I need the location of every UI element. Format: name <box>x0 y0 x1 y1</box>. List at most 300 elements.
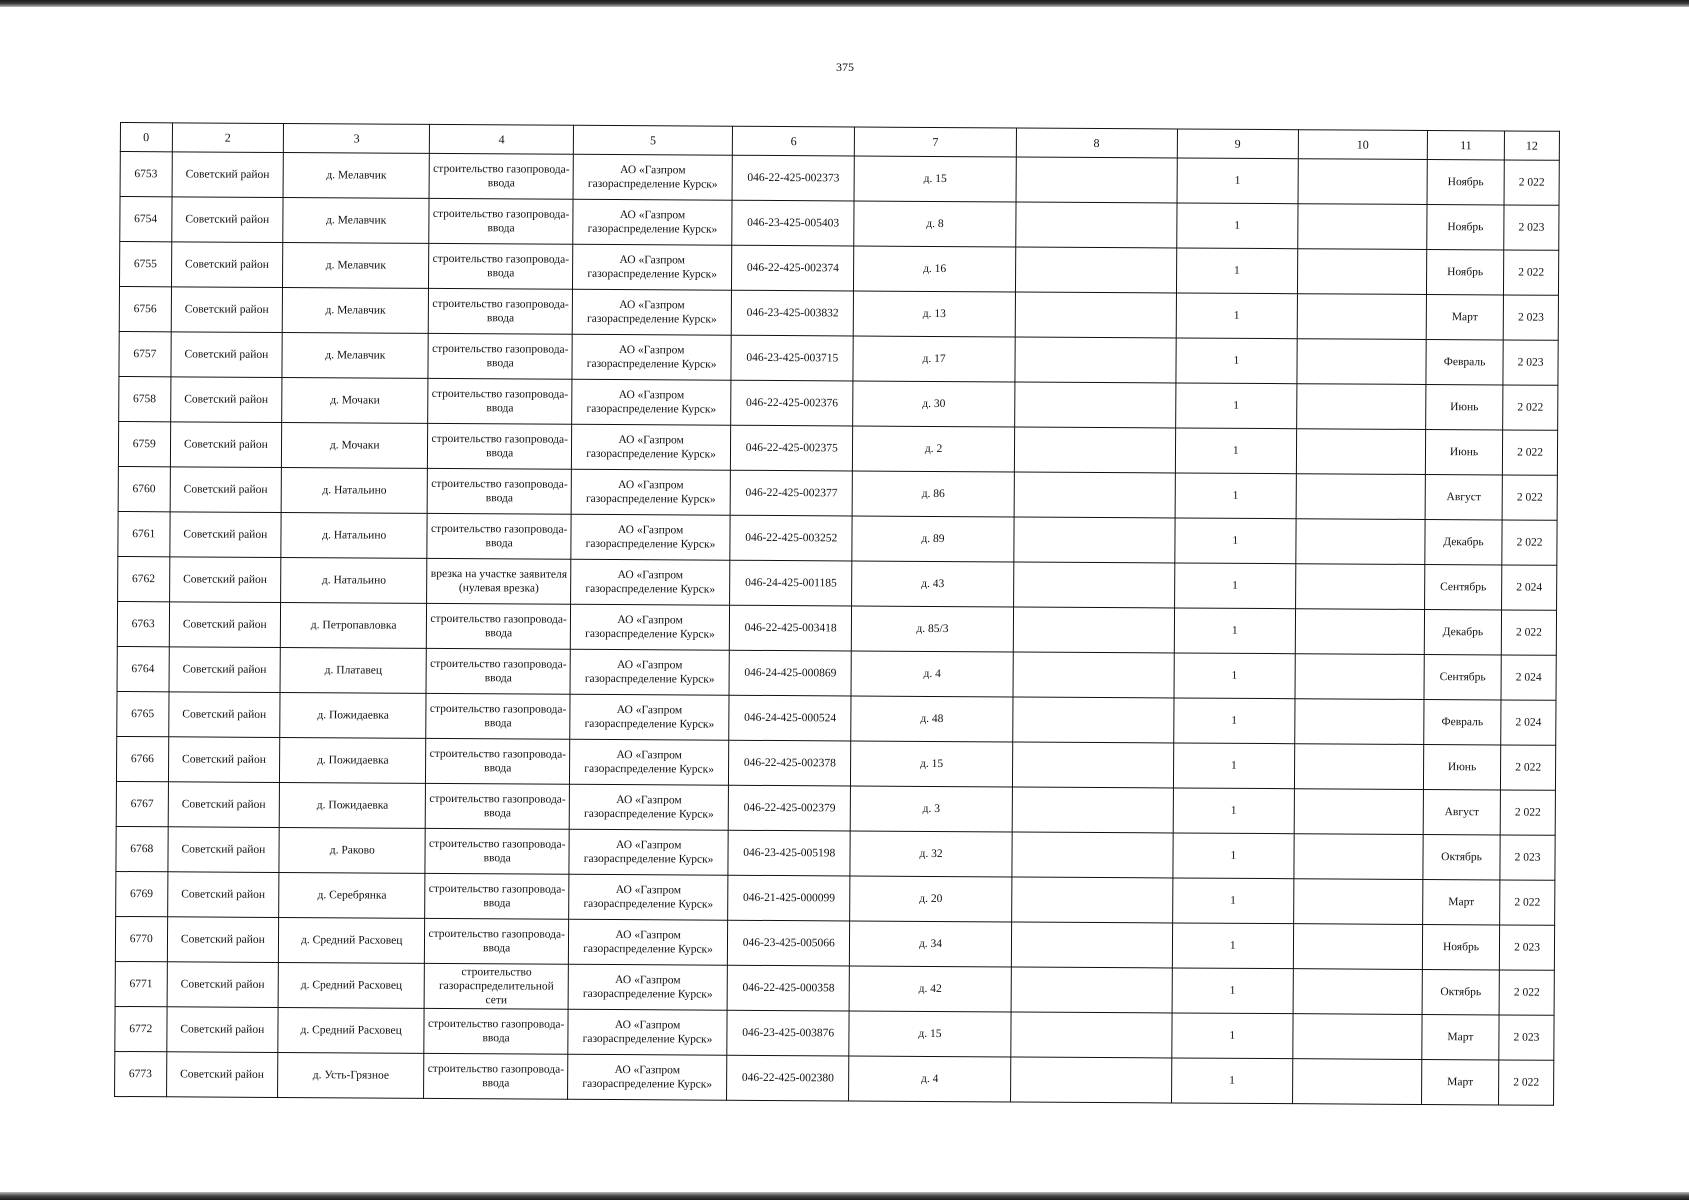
organization-line-1: АО «Газпром <box>617 524 684 537</box>
organization-line-1: АО «Газпром <box>616 749 682 762</box>
quantity-cell: 1 <box>1174 653 1296 699</box>
row-number: 6761 <box>118 511 170 556</box>
column-header: 7 <box>855 127 1016 157</box>
organization-line-1: АО «Газпром <box>619 299 685 312</box>
month-cell: Июнь <box>1425 429 1503 474</box>
quantity-cell: 1 <box>1172 968 1294 1014</box>
organization-line-2: газораспределение Курск» <box>587 267 718 281</box>
month-cell: Ноябрь <box>1422 924 1500 969</box>
quantity-cell: 1 <box>1171 1013 1293 1059</box>
year-cell: 2 023 <box>1500 925 1555 970</box>
work-type-cell: строительство газопровода-ввода <box>429 243 573 289</box>
column-header: 5 <box>573 125 732 155</box>
month-cell: Сентябрь <box>1424 564 1502 609</box>
row-number: 6765 <box>117 691 169 736</box>
column-10-cell <box>1298 159 1427 205</box>
year-cell: 2 022 <box>1503 385 1558 430</box>
address-cell: д. 4 <box>851 651 1012 697</box>
village-cell: д. Усть-Грязное <box>278 1052 424 1098</box>
year-cell: 2 024 <box>1501 655 1556 700</box>
district-cell: Советский район <box>172 152 284 198</box>
organization-line-2: газораспределение Курск» <box>585 582 716 596</box>
column-header: 4 <box>430 124 574 154</box>
address-cell: д. 8 <box>854 201 1015 247</box>
month-cell: Февраль <box>1424 699 1502 744</box>
village-cell: д. Пожидаевка <box>280 737 426 783</box>
column-10-cell <box>1297 339 1426 385</box>
organization-line-1: АО «Газпром <box>616 704 683 717</box>
application-number-cell: 046-23-425-005066 <box>727 920 850 966</box>
column-8-cell <box>1015 247 1176 293</box>
organization-cell <box>568 1009 727 1055</box>
address-cell: д. 15 <box>849 1011 1010 1057</box>
organization-line-1: АО «Газпром <box>615 929 681 942</box>
column-8-cell <box>1012 742 1173 788</box>
organization-cell <box>571 559 730 605</box>
organization-line-2: газораспределение Курск» <box>583 852 714 866</box>
work-type-cell: строительство газопровода-ввода <box>428 333 572 379</box>
column-10-cell <box>1297 384 1426 430</box>
work-type-cell: строительство газопровода-ввода <box>427 603 571 649</box>
organization-cell <box>569 874 728 920</box>
village-cell: д. Мочаки <box>282 377 428 423</box>
district-cell: Советский район <box>169 557 281 603</box>
address-cell: д. 17 <box>853 336 1014 382</box>
month-cell: Декабрь <box>1425 519 1503 564</box>
column-8-cell <box>1016 157 1177 203</box>
column-8-cell <box>1013 517 1174 563</box>
row-number: 6758 <box>119 376 171 421</box>
row-number: 6766 <box>116 736 168 781</box>
district-cell: Советский район <box>171 197 283 243</box>
organization-line-1: АО «Газпром <box>617 659 683 672</box>
column-10-cell <box>1293 969 1422 1015</box>
application-number-cell: 046-22-425-002380 <box>727 1055 850 1101</box>
column-header: 9 <box>1177 129 1299 159</box>
work-type-cell: строительство газопровода-ввода <box>427 468 571 514</box>
district-cell: Советский район <box>167 827 279 873</box>
column-header: 0 <box>120 123 172 152</box>
year-cell: 2 022 <box>1502 520 1557 565</box>
quantity-cell: 1 <box>1177 158 1299 204</box>
month-cell: Август <box>1425 474 1503 519</box>
organization-cell <box>569 784 728 830</box>
quantity-cell: 1 <box>1175 473 1297 519</box>
organization-line-2: газораспределение Курск» <box>584 762 715 776</box>
organization-line-2: газораспределение Курск» <box>585 627 715 641</box>
district-cell: Советский район <box>169 602 281 648</box>
work-type-cell: врезка на участке заявителя (нулевая врезка) <box>427 558 571 604</box>
row-number: 6772 <box>115 1006 167 1051</box>
organization-line-2: газораспределение Курск» <box>585 537 716 551</box>
address-cell: д. 86 <box>853 471 1014 517</box>
month-cell: Март <box>1426 294 1504 339</box>
row-number: 6762 <box>118 556 170 601</box>
organization-line-2: газораспределение Курск» <box>585 492 716 506</box>
organization-cell <box>570 694 729 740</box>
column-10-cell <box>1295 609 1424 655</box>
column-8-cell <box>1014 472 1175 518</box>
organization-line-2: газораспределение Курск» <box>586 357 717 371</box>
district-cell: Советский район <box>171 242 283 288</box>
organization-line-2: газораспределение Курск» <box>582 987 713 1001</box>
column-8-cell <box>1015 202 1176 248</box>
district-cell: Советский район <box>167 917 279 963</box>
work-type-cell: строительство газопровода-ввода <box>425 828 569 874</box>
column-header: 10 <box>1298 130 1427 160</box>
quantity-cell: 1 <box>1172 923 1294 969</box>
month-cell: Август <box>1423 789 1501 834</box>
application-number-cell: 046-21-425-000099 <box>728 875 851 921</box>
organization-line-1: АО «Газпром <box>614 1064 681 1077</box>
column-8-cell <box>1011 967 1172 1013</box>
district-cell: Советский район <box>171 287 283 333</box>
organization-cell <box>573 244 732 290</box>
column-8-cell <box>1014 382 1175 428</box>
row-number: 6755 <box>119 242 171 287</box>
column-header: 12 <box>1504 131 1559 160</box>
quantity-cell: 1 <box>1173 788 1295 834</box>
application-number-cell: 046-23-425-005403 <box>732 200 855 246</box>
application-number-cell: 046-23-425-005198 <box>728 830 851 876</box>
column-8-cell <box>1013 652 1174 698</box>
month-cell: Ноябрь <box>1426 249 1504 294</box>
column-10-cell <box>1297 249 1426 295</box>
row-number: 6756 <box>119 287 171 332</box>
column-8-cell <box>1014 337 1175 383</box>
year-cell: 2 022 <box>1504 160 1559 205</box>
row-number: 6773 <box>115 1051 167 1096</box>
column-10-cell <box>1296 474 1425 520</box>
column-header: 3 <box>284 123 430 153</box>
village-cell: д. Раково <box>279 827 425 873</box>
district-cell: Советский район <box>166 1007 278 1053</box>
quantity-cell: 1 <box>1174 608 1296 654</box>
row-number: 6770 <box>115 916 167 961</box>
address-cell: д. 3 <box>851 786 1012 832</box>
application-number-cell: 046-22-425-002379 <box>728 785 851 831</box>
organization-cell <box>572 289 731 335</box>
quantity-cell: 1 <box>1175 383 1297 429</box>
organization-line-1: АО «Газпром <box>618 389 685 402</box>
organization-line-1: АО «Газпром <box>615 974 681 987</box>
column-10-cell <box>1294 744 1423 790</box>
quantity-cell: 1 <box>1173 833 1295 879</box>
organization-line-2: газораспределение Курск» <box>583 807 714 821</box>
district-cell: Советский район <box>169 512 281 558</box>
row-number: 6767 <box>116 781 168 826</box>
organization-cell <box>572 379 731 425</box>
organization-line-2: газораспределение Курск» <box>584 672 715 686</box>
work-type-cell: строительство газопровода-ввода <box>425 873 569 919</box>
organization-line-1: АО «Газпром <box>615 839 682 852</box>
village-cell: д. Пожидаевка <box>280 692 426 738</box>
address-cell: д. 42 <box>850 966 1011 1012</box>
address-cell: д. 48 <box>851 696 1012 742</box>
column-8-cell <box>1014 427 1175 473</box>
village-cell: д. Средний Расховец <box>279 917 425 963</box>
year-cell: 2 022 <box>1499 1060 1554 1105</box>
year-cell: 2 023 <box>1503 340 1558 385</box>
column-header: 8 <box>1016 128 1177 158</box>
column-10-cell <box>1298 204 1427 250</box>
column-8-cell <box>1012 787 1173 833</box>
column-10-cell <box>1296 564 1425 610</box>
year-cell: 2 023 <box>1503 295 1558 340</box>
district-cell: Советский район <box>167 962 279 1008</box>
district-cell: Советский район <box>170 467 282 513</box>
application-number-cell: 046-24-425-000869 <box>729 650 852 696</box>
month-cell: Март <box>1422 879 1500 924</box>
organization-line-1: АО «Газпром <box>618 479 684 492</box>
village-cell: д. Серебрянка <box>279 872 425 918</box>
row-number: 6759 <box>118 421 170 466</box>
organization-line-1: АО «Газпром <box>618 434 684 447</box>
organization-line-1: АО «Газпром <box>618 344 685 357</box>
village-cell: д. Пожидаевка <box>279 782 425 828</box>
organization-line-1: АО «Газпром <box>619 209 686 222</box>
column-8-cell <box>1010 1057 1171 1103</box>
application-number-cell: 046-22-425-002378 <box>729 740 852 786</box>
application-number-cell: 046-22-425-002374 <box>732 245 855 291</box>
work-type-cell: строительство газопровода-ввода <box>425 783 569 829</box>
row-number: 6753 <box>120 152 172 197</box>
village-cell: д. Мочаки <box>282 422 428 468</box>
row-number: 6757 <box>119 331 171 376</box>
row-number: 6763 <box>117 601 169 646</box>
quantity-cell: 1 <box>1176 293 1298 339</box>
row-number: 6768 <box>116 826 168 871</box>
quantity-cell: 1 <box>1176 338 1298 384</box>
village-cell: д. Натальино <box>281 512 427 558</box>
work-type-cell: строительство газопровода-ввода <box>429 153 573 199</box>
village-cell: д. Мелавчик <box>282 332 428 378</box>
application-number-cell: 046-22-425-003252 <box>730 515 853 561</box>
organization-cell <box>572 424 731 470</box>
year-cell: 2 022 <box>1500 790 1555 835</box>
work-type-cell: строительство газопровода-ввода <box>426 693 570 739</box>
year-cell: 2 022 <box>1501 745 1556 790</box>
month-cell: Март <box>1422 1014 1500 1059</box>
organization-cell <box>570 604 729 650</box>
work-type-cell: строительство газопровода-ввода <box>428 288 572 334</box>
year-cell: 2 022 <box>1500 880 1555 925</box>
village-cell: д. Мелавчик <box>283 152 429 198</box>
column-10-cell <box>1293 1059 1422 1105</box>
month-cell: Октябрь <box>1422 969 1500 1014</box>
month-cell: Ноябрь <box>1427 159 1505 204</box>
application-number-cell: 046-23-425-003832 <box>731 290 854 336</box>
address-cell: д. 43 <box>852 561 1013 607</box>
address-cell: д. 30 <box>853 381 1014 427</box>
column-10-cell <box>1295 699 1424 745</box>
organization-cell <box>570 649 729 695</box>
year-cell: 2 023 <box>1500 835 1555 880</box>
address-cell: д. 4 <box>849 1056 1010 1102</box>
column-8-cell <box>1013 562 1174 608</box>
organization-line-1: АО «Газпром <box>615 884 682 897</box>
organization-line-2: газораспределение Курск» <box>587 312 717 326</box>
quantity-cell: 1 <box>1174 563 1296 609</box>
organization-line-2: газораспределение Курск» <box>587 177 718 191</box>
organization-line-2: газораспределение Курск» <box>586 402 717 416</box>
work-type-cell: строительство газопровода-ввода <box>424 1053 568 1099</box>
work-type-cell: строительство газопровода-ввода <box>426 738 570 784</box>
quantity-cell: 1 <box>1171 1058 1293 1104</box>
table-row <box>115 1051 1554 1105</box>
column-10-cell <box>1296 519 1425 565</box>
district-cell: Советский район <box>166 1052 278 1098</box>
month-cell: Сентябрь <box>1424 654 1502 699</box>
organization-line-2: газораспределение Курск» <box>584 717 715 731</box>
month-cell: Октябрь <box>1423 834 1501 879</box>
village-cell: д. Мелавчик <box>282 287 428 333</box>
work-type-cell: строительство газопровода-ввода <box>429 198 573 244</box>
organization-line-2: газораспределение Курск» <box>583 942 713 956</box>
application-number-cell: 046-22-425-002377 <box>730 470 853 516</box>
quantity-cell: 1 <box>1174 518 1296 564</box>
address-cell: д. 15 <box>851 741 1012 787</box>
column-10-cell <box>1294 879 1423 925</box>
address-cell: д. 34 <box>850 921 1011 967</box>
year-cell: 2 022 <box>1499 970 1554 1015</box>
document-sheet <box>114 122 1560 1106</box>
quantity-cell: 1 <box>1173 743 1295 789</box>
application-number-cell: 046-23-425-003876 <box>727 1010 850 1056</box>
village-cell: д. Средний Расховец <box>278 1007 424 1053</box>
address-cell: д. 32 <box>850 831 1011 877</box>
district-cell: Советский район <box>168 692 280 738</box>
organization-cell <box>573 199 732 245</box>
address-cell: д. 85/3 <box>852 606 1013 652</box>
year-cell: 2 024 <box>1502 565 1557 610</box>
organization-line-2: газораспределение Курск» <box>582 1032 713 1046</box>
column-8-cell <box>1011 922 1172 968</box>
organization-line-1: АО «Газпром <box>617 569 684 582</box>
quantity-cell: 1 <box>1175 428 1297 474</box>
quantity-cell: 1 <box>1172 878 1294 924</box>
registry-table <box>114 122 1560 1106</box>
application-number-cell: 046-22-425-002373 <box>732 155 855 201</box>
organization-cell <box>572 334 731 380</box>
district-cell: Советский район <box>170 422 282 468</box>
address-cell: д. 15 <box>855 156 1016 202</box>
address-cell: д. 2 <box>853 426 1014 472</box>
organization-cell <box>571 469 730 515</box>
column-10-cell <box>1296 429 1425 475</box>
address-cell: д. 16 <box>854 246 1015 292</box>
column-8-cell <box>1015 292 1176 338</box>
column-10-cell <box>1294 834 1423 880</box>
organization-cell <box>569 919 728 965</box>
column-10-cell <box>1297 294 1426 340</box>
work-type-cell: строительство газопровода-ввода <box>428 378 572 424</box>
column-8-cell <box>1013 607 1174 653</box>
address-cell: д. 20 <box>850 876 1011 922</box>
year-cell: 2 023 <box>1499 1015 1554 1060</box>
organization-line-1: АО «Газпром <box>620 164 686 177</box>
work-type-cell: строительство газораспределительной сети <box>424 963 568 1009</box>
organization-cell <box>573 154 732 200</box>
column-8-cell <box>1012 697 1173 743</box>
quantity-cell: 1 <box>1176 248 1298 294</box>
organization-line-2: газораспределение Курск» <box>587 222 718 236</box>
organization-line-2: газораспределение Курск» <box>586 447 716 461</box>
row-number: 6764 <box>117 646 169 691</box>
month-cell: Февраль <box>1426 339 1504 384</box>
month-cell: Июнь <box>1423 744 1501 789</box>
row-number: 6769 <box>116 871 168 916</box>
organization-line-2: газораспределение Курск» <box>582 1077 713 1091</box>
district-cell: Советский район <box>168 782 280 828</box>
organization-cell <box>568 964 727 1010</box>
month-cell: Март <box>1421 1059 1499 1104</box>
year-cell: 2 022 <box>1501 610 1556 655</box>
column-10-cell <box>1294 789 1423 835</box>
organization-cell <box>569 829 728 875</box>
village-cell: д. Средний Расховец <box>278 962 424 1008</box>
month-cell: Ноябрь <box>1427 204 1505 249</box>
work-type-cell: строительство газопровода-ввода <box>424 1008 568 1054</box>
scan-edge-top <box>0 0 1689 7</box>
district-cell: Советский район <box>167 872 279 918</box>
organization-line-1: АО «Газпром <box>617 614 683 627</box>
address-cell: д. 13 <box>854 291 1015 337</box>
page-number: 375 <box>836 60 854 74</box>
application-number-cell: 046-22-425-000358 <box>727 965 850 1011</box>
year-cell: 2 024 <box>1501 700 1556 745</box>
column-8-cell <box>1011 832 1172 878</box>
application-number-cell: 046-24-425-000524 <box>729 695 852 741</box>
village-cell: д. Натальино <box>281 557 427 603</box>
application-number-cell: 046-22-425-003418 <box>729 605 852 651</box>
village-cell: д. Мелавчик <box>283 197 429 243</box>
work-type-cell: строительство газопровода-ввода <box>427 513 571 559</box>
scan-edge-bottom <box>0 1192 1689 1200</box>
year-cell: 2 022 <box>1504 250 1559 295</box>
year-cell: 2 022 <box>1503 430 1558 475</box>
organization-cell <box>570 739 729 785</box>
application-number-cell: 046-23-425-003715 <box>731 335 854 381</box>
organization-line-1: АО «Газпром <box>619 254 685 267</box>
district-cell: Советский район <box>170 377 282 423</box>
year-cell: 2 022 <box>1502 475 1557 520</box>
application-number-cell: 046-22-425-002376 <box>731 380 854 426</box>
row-number: 6760 <box>118 466 170 511</box>
district-cell: Советский район <box>170 332 282 378</box>
work-type-cell: строительство газопровода-ввода <box>428 423 572 469</box>
month-cell: Июнь <box>1425 384 1503 429</box>
organization-line-1: АО «Газпром <box>614 1019 681 1032</box>
village-cell: д. Платавец <box>280 647 426 693</box>
row-number: 6771 <box>115 961 167 1006</box>
column-8-cell <box>1010 1012 1171 1058</box>
village-cell: д. Петропавловка <box>280 602 426 648</box>
column-header: 11 <box>1427 130 1504 159</box>
organization-line-2: газораспределение Курск» <box>583 897 714 911</box>
quantity-cell: 1 <box>1176 203 1298 249</box>
district-cell: Советский район <box>168 737 280 783</box>
row-number: 6754 <box>120 197 172 242</box>
year-cell: 2 023 <box>1504 205 1559 250</box>
column-header: 2 <box>172 123 284 153</box>
quantity-cell: 1 <box>1173 698 1295 744</box>
address-cell: д. 89 <box>852 516 1013 562</box>
table-body <box>115 152 1560 1106</box>
column-10-cell <box>1295 654 1424 700</box>
column-10-cell <box>1293 1014 1422 1060</box>
organization-cell <box>568 1054 727 1100</box>
